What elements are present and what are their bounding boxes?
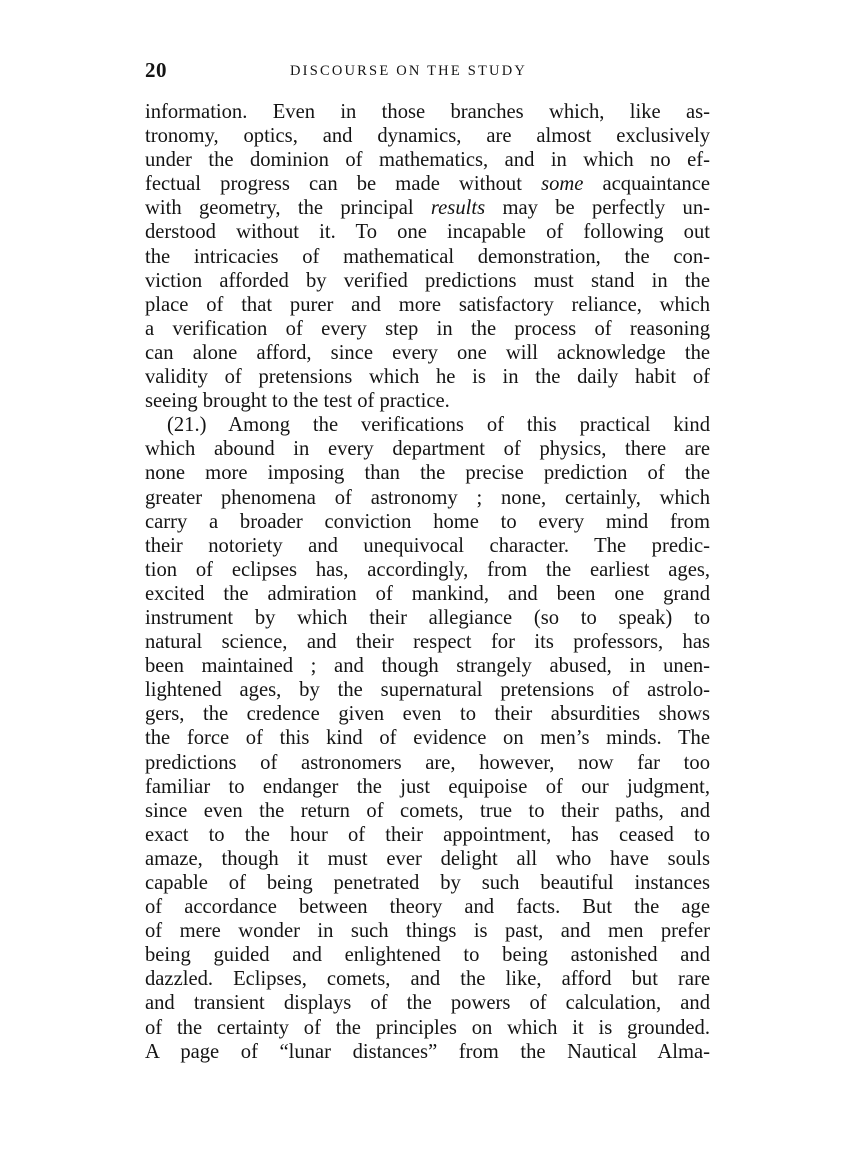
running-title: DISCOURSE ON THE STUDY [290,63,528,79]
text-line: natural science, and their respect for its professors, has [145,631,710,654]
text-line: their notoriety and unequivocal character. The predic- [145,534,710,557]
italic-word: results [430,197,486,220]
text-line: none more imposing than the precise prediction of the [145,462,710,485]
text-line: tronomy, optics, and dynamics, are almost exclusively [145,125,710,148]
text-line: under the dominion of mathematics, and in which no ef- [145,149,710,172]
page-number: 20 [145,58,167,82]
text-line: since even the return of comets, true to their paths, and [145,799,710,822]
text-line: of accordance between theory and facts. But the age [145,896,710,919]
text-line: validity of pretensions which he is in the daily habit of [145,366,710,389]
text-line: carry a broader conviction home to every mind from [145,510,710,533]
text-line: information. Even in those branches which, like as- [145,101,710,123]
text-line: predictions of astronomers are, however, now far too [145,751,710,774]
text-line: can alone afford, since every one will acknowledge the [145,341,710,364]
book-page [145,58,710,1064]
text-line: viction afforded by verified predictions must stand in the [145,269,710,292]
running-head [145,58,710,92]
text-line: derstood without it. To one incapable of following out [145,221,710,244]
text-line: gers, the credence given even to their absurdities shows [145,703,710,726]
text-line: dazzled. Eclipses, comets, and the like, afford but rare [145,968,710,991]
text-line: lightened ages, by the supernatural pretensions of astrolo- [145,679,710,702]
text-line: familiar to endanger the just equipoise of our judgment, [145,775,710,798]
text-line: the force of this kind of evidence on men’s minds. The [145,727,710,750]
text-line [145,172,710,196]
body-text [145,100,710,1064]
text-segment: fectual progress can be made without [145,173,542,196]
text-line: capable of being penetrated by such beautiful instances [145,872,710,894]
text-line: exact to the hour of their appointment, has ceased to [145,823,710,846]
text-line: greater phenomena of astronomy ; none, certainly, which [145,486,710,509]
text-line: of the certainty of the principles on which it is grounded. [145,1016,710,1039]
text-line [145,196,710,220]
text-line: (21.) Among the verifications of this practical kind [167,414,710,437]
text-segment: with geometry, the principal [145,197,431,220]
text-line: instrument by which their allegiance (so to speak) to [145,606,710,629]
text-line: which abound in every department of physics, there are [145,438,710,461]
text-line: the intricacies of mathematical demonstration, the con- [145,245,710,268]
text-segment: may be perfectly un- [485,197,710,220]
text-line: being guided and enlightened to being astonished and [145,944,710,967]
text-line: amaze, though it must ever delight all who have souls [145,847,710,870]
text-segment: acquaintance [583,173,711,196]
text-line: A page of “lunar distances” from the Nautical Alma- [145,1040,710,1063]
text-line: of mere wonder in such things is past, and men prefer [145,920,710,943]
text-line: place of that purer and more satisfactory reliance, which [145,293,710,316]
text-line: seeing brought to the test of practice. [145,390,450,413]
text-line: tion of eclipses has, accordingly, from the earliest ages, [145,558,710,581]
text-line: excited the admiration of mankind, and been one grand [145,582,710,605]
text-line: and transient displays of the powers of calculation, and [145,992,710,1015]
text-line: a verification of every step in the process of reasoning [145,317,710,340]
italic-word: some [541,173,584,196]
text-line: been maintained ; and though strangely abused, in unen- [145,655,710,678]
